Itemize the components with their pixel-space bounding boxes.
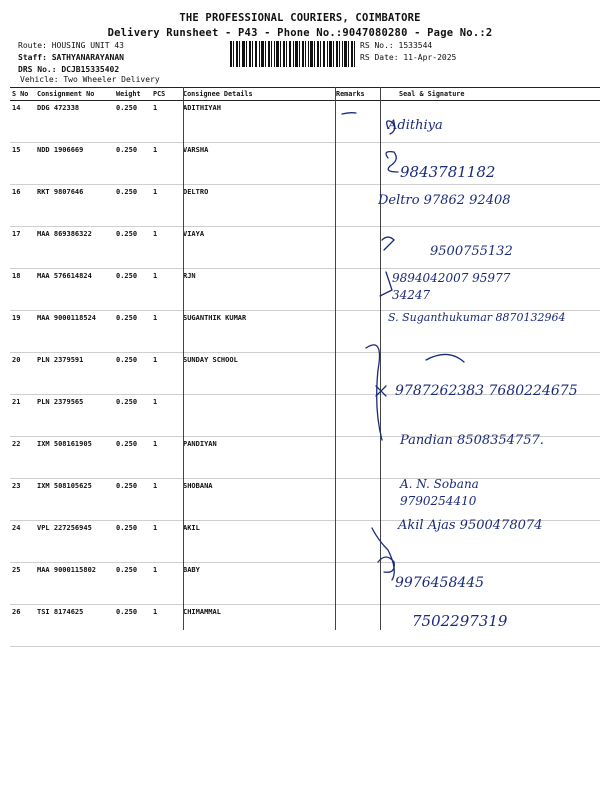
cell-pcs: 1 — [151, 605, 181, 647]
cell-sno: 16 — [10, 185, 35, 227]
cell-pcs: 1 — [151, 395, 181, 437]
runsheet-subtitle: Delivery Runsheet - P43 - Phone No.:9047080280 - Page No.:2 — [107, 27, 493, 39]
cell-weight: 0.250 — [114, 521, 151, 563]
vehicle-text: Vehicle: Two Wheeler Delivery — [20, 75, 160, 84]
cell-consignment: VPL 227256945 — [35, 521, 114, 563]
cell-pcs: 1 — [151, 185, 181, 227]
col-header-signature: Seal & Signature — [379, 88, 600, 101]
handwritten-signature: Pandian 8508354757. — [400, 433, 544, 448]
company-title: THE PROFESSIONAL COURIERS, COIMBATORE — [179, 12, 421, 24]
cell-consignee: DELTRO — [181, 185, 334, 227]
cell-pcs: 1 — [151, 479, 181, 521]
staff-text: Staff: SATHYANARAYANAN — [18, 53, 124, 62]
col-header-pcs: PCS — [151, 88, 181, 101]
cell-weight: 0.250 — [114, 395, 151, 437]
cell-weight: 0.250 — [114, 143, 151, 185]
cell-weight: 0.250 — [114, 479, 151, 521]
handwritten-signature: 9976458445 — [395, 575, 485, 591]
cell-consignee: SUGANTHIK KUMAR — [181, 311, 334, 353]
cell-consignment: PLN 2379591 — [35, 353, 114, 395]
rs-date: RS Date: 11-Apr-2025 — [360, 53, 457, 62]
cell-sno: 22 — [10, 437, 35, 479]
cell-consignee: RJN — [181, 269, 334, 311]
cell-consignee: SHOBANA — [181, 479, 334, 521]
table-header-row — [10, 88, 600, 101]
cell-weight: 0.250 — [114, 311, 151, 353]
cell-weight: 0.250 — [114, 227, 151, 269]
cell-consignee: BABY — [181, 563, 334, 605]
cell-sno: 20 — [10, 353, 35, 395]
cell-consignee: VARSHA — [181, 143, 334, 185]
handwritten-signature: S. Suganthukumar 8870132964 — [388, 311, 566, 324]
cell-sno: 21 — [10, 395, 35, 437]
handwritten-signature: Deltro 97862 92408 — [378, 193, 511, 208]
barcode-image — [230, 41, 355, 67]
cell-sno: 24 — [10, 521, 35, 563]
cell-pcs: 1 — [151, 437, 181, 479]
handwritten-strokes — [338, 100, 600, 640]
cell-consignment: RKT 9807646 — [35, 185, 114, 227]
handwritten-signature: 7502297319 — [412, 612, 508, 630]
cell-consignee: ADITHIYAH — [181, 101, 334, 143]
cell-weight: 0.250 — [114, 101, 151, 143]
cell-consignment: DDG 472338 — [35, 101, 114, 143]
cell-sno: 23 — [10, 479, 35, 521]
cell-consignee — [181, 395, 334, 437]
cell-sno: 15 — [10, 143, 35, 185]
cell-weight: 0.250 — [114, 605, 151, 647]
cell-consignment: MAA 576614824 — [35, 269, 114, 311]
cell-consignment: PLN 2379565 — [35, 395, 114, 437]
cell-pcs: 1 — [151, 521, 181, 563]
handwritten-signature: A. N. Sobana 9790254410 — [400, 477, 479, 508]
column-divider — [183, 87, 184, 630]
route-text: Route: HOUSING UNIT 43 — [18, 41, 124, 50]
rs-number: RS No.: 1533544 — [360, 41, 433, 50]
cell-weight: 0.250 — [114, 269, 151, 311]
cell-pcs: 1 — [151, 563, 181, 605]
cell-weight: 0.250 — [114, 353, 151, 395]
cell-consignee: PANDIYAN — [181, 437, 334, 479]
col-header-weight: Weight — [114, 88, 151, 101]
cell-consignment: TSI 8174625 — [35, 605, 114, 647]
cell-consignment: IXM 508161905 — [35, 437, 114, 479]
cell-consignee: AKIL — [181, 521, 334, 563]
cell-pcs: 1 — [151, 227, 181, 269]
cell-weight: 0.250 — [114, 185, 151, 227]
handwritten-signature: Akil Ajas 9500478074 — [398, 518, 543, 533]
cell-pcs: 1 — [151, 353, 181, 395]
cell-pcs: 1 — [151, 143, 181, 185]
cell-pcs: 1 — [151, 269, 181, 311]
handwritten-signature: 9843781182 — [400, 163, 496, 181]
handwritten-signature: 9894042007 95977 34247 — [392, 271, 511, 302]
column-divider — [335, 87, 336, 630]
handwritten-signature: 9787262383 7680224675 — [395, 383, 578, 399]
handwritten-signature: Adithiya — [388, 118, 443, 133]
col-header-sno: S No — [10, 88, 35, 101]
cell-consignee: VIAYA — [181, 227, 334, 269]
cell-sno: 26 — [10, 605, 35, 647]
cell-pcs: 1 — [151, 311, 181, 353]
col-header-consignee: Consignee Details — [181, 88, 334, 101]
cell-sno: 18 — [10, 269, 35, 311]
cell-sno: 25 — [10, 563, 35, 605]
cell-pcs: 1 — [151, 101, 181, 143]
col-header-remarks: Remarks — [334, 88, 379, 101]
cell-consignee: CHIMAMMAL — [181, 605, 334, 647]
col-header-consignment: Consignment No — [35, 88, 114, 101]
cell-weight: 0.250 — [114, 437, 151, 479]
cell-consignment: MAA 9000115802 — [35, 563, 114, 605]
cell-sno: 19 — [10, 311, 35, 353]
drs-number: DRS No.: DCJB15335402 — [18, 65, 120, 74]
handwritten-signature: 9500755132 — [430, 244, 513, 259]
cell-consignment: MAA 869386322 — [35, 227, 114, 269]
cell-sno: 17 — [10, 227, 35, 269]
cell-weight: 0.250 — [114, 563, 151, 605]
cell-consignment: MAA 9000118524 — [35, 311, 114, 353]
cell-consignment: IXM 508105625 — [35, 479, 114, 521]
cell-consignee: SUNDAY SCHOOL — [181, 353, 334, 395]
cell-consignment: NDD 1906669 — [35, 143, 114, 185]
cell-sno: 14 — [10, 101, 35, 143]
